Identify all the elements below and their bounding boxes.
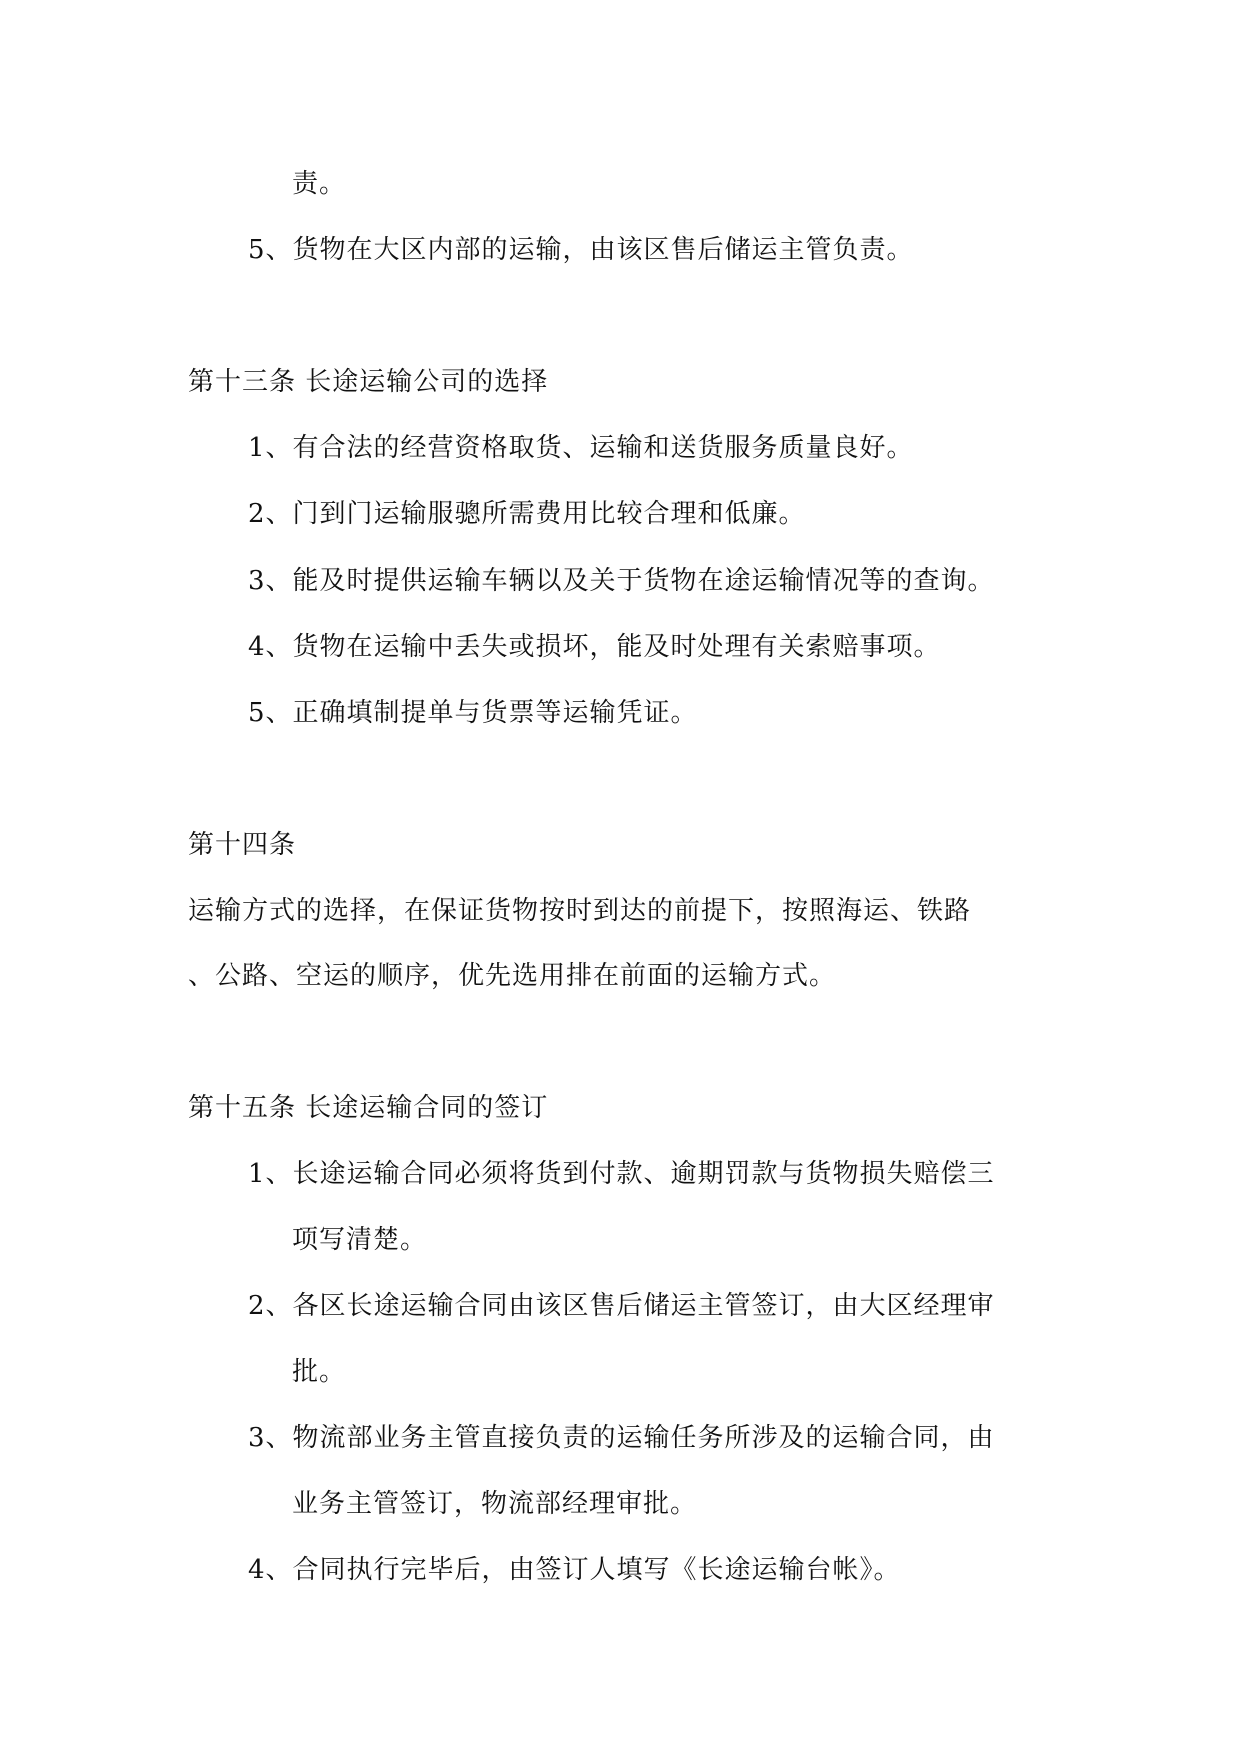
section14-line-1: 运输方式的选择，在保证货物按时到达的前提下，按照海运、铁路 xyxy=(188,896,972,926)
section15-item-2-line-1: 2、各区长途运输合同由该区售后储运主管签订，由大区经理审 xyxy=(248,1291,995,1321)
section13-heading: 第十三条 长途运输公司的选择 xyxy=(188,367,549,397)
section14-line-2: 、公路、空运的顺序，优先选用排在前面的运输方式。 xyxy=(188,961,837,991)
section15-heading: 第十五条 长途运输合同的签订 xyxy=(188,1093,549,1123)
section15-item-2-line-2: 批。 xyxy=(292,1357,347,1387)
section13-item-5: 5、正确填制提单与货票等运输凭证。 xyxy=(248,698,698,728)
section15-item-4: 4、合同执行完毕后，由签订人填写《长途运输台帐》。 xyxy=(248,1555,901,1585)
section13-item-2: 2、门到门运输服骢所需费用比较合理和低廉。 xyxy=(248,499,806,529)
section13-item-3: 3、能及时提供运输车辆以及关于货物在途运输情况等的查询。 xyxy=(248,566,995,596)
section15-item-3-line-1: 3、物流部业务主管直接负责的运输任务所涉及的运输合同，由 xyxy=(248,1423,995,1453)
section15-item-3-line-2: 业务主管签订，物流部经理审批。 xyxy=(292,1489,698,1519)
section13-item-4: 4、货物在运输中丢失或损坏，能及时处理有关索赔事项。 xyxy=(248,632,941,662)
section15-item-1-line-1: 1、长途运输合同必须将货到付款、逾期罚款与货物损失赔偿三 xyxy=(248,1159,995,1189)
continuation-text: 责。 xyxy=(292,169,347,199)
section14-heading: 第十四条 xyxy=(188,830,297,860)
section15-item-1-line-2: 项写清楚。 xyxy=(292,1225,428,1255)
section13-item-1: 1、有合法的经营资格取货、运输和送货服务质量良好。 xyxy=(248,433,914,463)
section12-item-5: 5、货物在大区内部的运输，由该区售后储运主管负责。 xyxy=(248,235,914,265)
